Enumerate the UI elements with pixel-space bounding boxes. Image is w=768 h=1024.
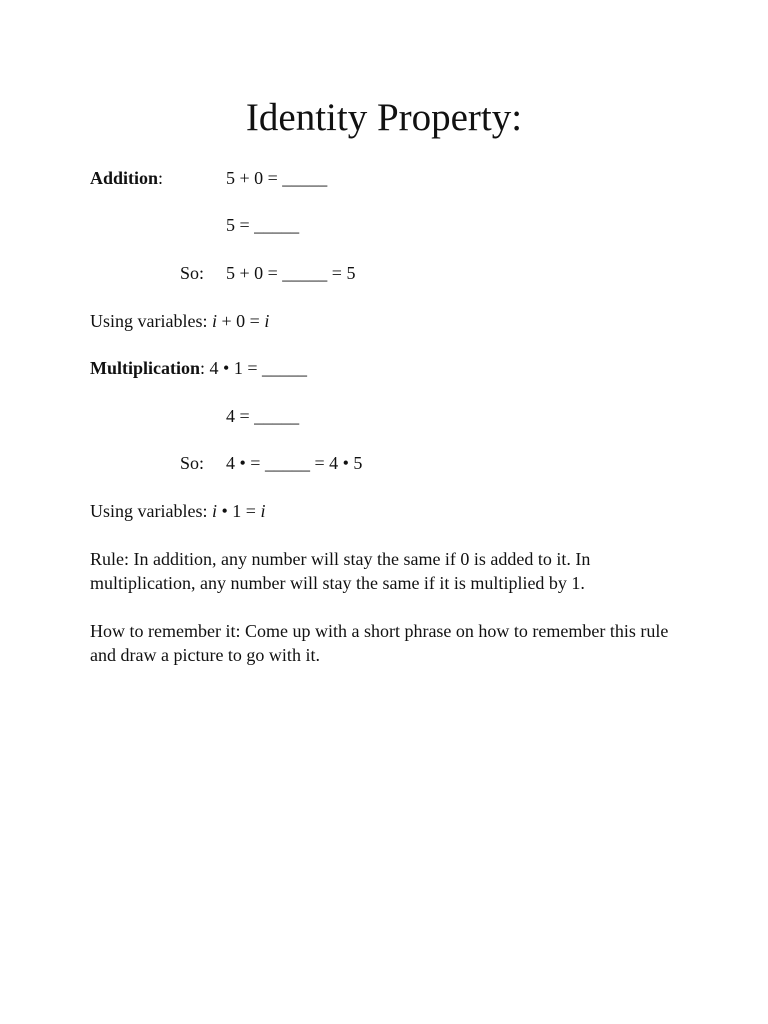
multiplication-equation-2: 4 = _____ (226, 406, 300, 426)
multiplication-variable-1: i (211, 501, 217, 521)
addition-label (90, 167, 163, 189)
multiplication-equation-1: 4 • 1 = _____ (209, 358, 307, 378)
multiplication-line (90, 357, 307, 379)
addition-variables-middle: + 0 = (217, 311, 265, 331)
addition-variable-2: i (264, 311, 270, 331)
addition-equation-2: 5 = _____ (226, 215, 300, 235)
addition-label-colon: : (158, 168, 164, 188)
addition-equation-1: 5 + 0 = _____ (226, 168, 328, 188)
multiplication-so-equation: 4 • = _____ = 4 • 5 (226, 453, 363, 473)
addition-variables-prefix: Using variables: (90, 311, 212, 331)
multiplication-so-label: So: (180, 453, 205, 473)
addition-so-equation: 5 + 0 = _____ = 5 (226, 263, 356, 283)
multiplication-variables-prefix: Using variables: (90, 501, 212, 521)
multiplication-variables-middle: • 1 = (217, 501, 261, 521)
addition-label-text: Addition (90, 168, 159, 188)
addition-so-label: So: (180, 263, 205, 283)
addition-variable-1: i (211, 311, 217, 331)
multiplication-variable-2: i (260, 501, 266, 521)
multiplication-label-colon: : (200, 358, 206, 378)
page-title: Identity Property: (245, 96, 523, 139)
how-to-remember-paragraph: How to remember it: Come up with a short phrase on how to remember this rule and draw a picture to go with it. (90, 621, 669, 665)
addition-variables-line (90, 310, 269, 332)
rule-paragraph: Rule: In addition, any number will stay the same if 0 is added to it. In multiplication, any number will stay the same if it is multiplied by 1. (90, 549, 591, 593)
multiplication-label-text: Multiplication (90, 358, 201, 378)
multiplication-variables-line (90, 500, 265, 522)
